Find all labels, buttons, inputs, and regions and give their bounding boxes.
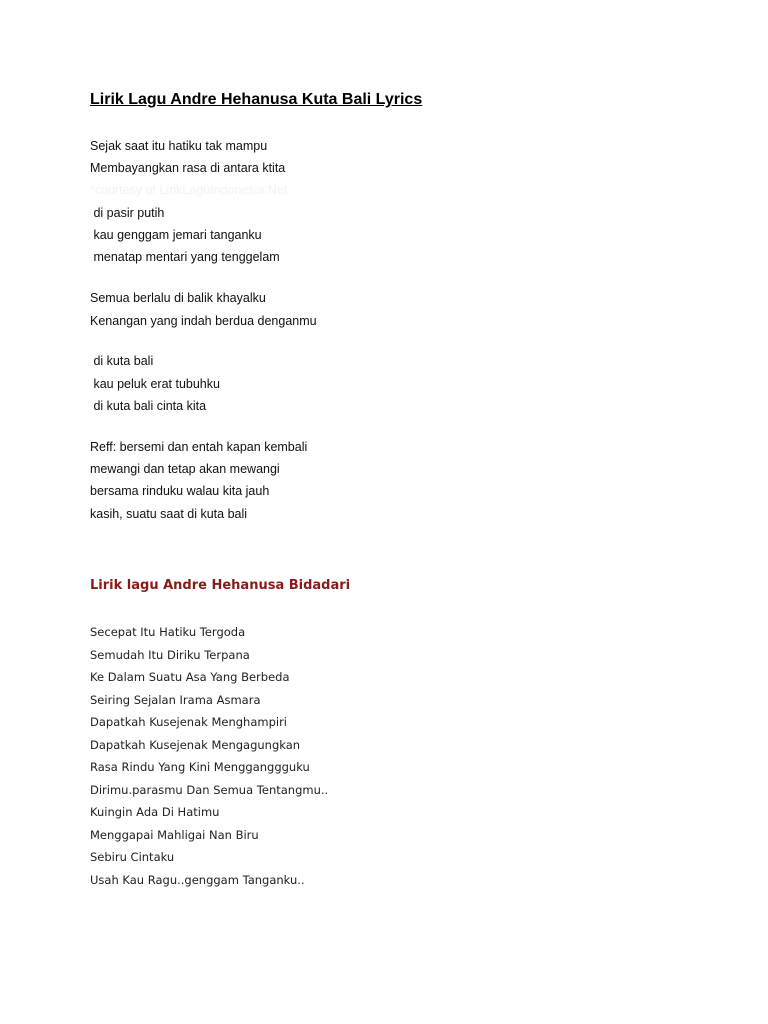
lyric-line: kasih, suatu saat di kuta bali [90,507,248,521]
lyric-line: Dapatkah Kusejenak Menghampiri [90,715,287,729]
lyric-line: Membayangkan rasa di antara ktita [90,161,286,175]
lyric-line: Rasa Rindu Yang Kini Mengganggguku [90,760,310,774]
lyric-line: Menggapai Mahligai Nan Biru [90,828,259,842]
lyric-line: di kuta bali cinta kita [90,399,207,413]
lyric-line: Dirimu.parasmu Dan Semua Tentangmu.. [90,783,329,797]
lyric-line: Kenangan yang indah berdua denganmu [90,314,317,328]
lyric-line: bersama rinduku walau kita jauh [90,484,270,498]
lyric-line: Sebiru Cintaku [90,850,175,864]
lyric-line: Semudah Itu Diriku Terpana [90,648,250,662]
section-subtitle: Lirik lagu Andre Hehanusa Bidadari [90,578,351,593]
lyric-line: di pasir putih [90,206,165,220]
lyric-line: Sejak saat itu hatiku tak mampu [90,139,268,153]
lyric-line: di kuta bali [90,354,154,368]
page-title: Lirik Lagu Andre Hehanusa Kuta Bali Lyrics [90,91,423,108]
lyric-line: Dapatkah Kusejenak Mengagungkan [90,738,301,752]
lyric-line: Kuingin Ada Di Hatimu [90,805,220,819]
lyric-line: Reff: bersemi dan entah kapan kembali [90,440,308,454]
lyric-line: kau genggam jemari tanganku [90,228,262,242]
lyric-line: menatap mentari yang tenggelam [90,250,280,264]
lyric-line: Seiring Sejalan Irama Asmara [90,693,261,707]
watermark-text: *courtesy of LirikLaguIndonesia.Net [90,183,288,197]
lyric-line: Usah Kau Ragu..genggam Tanganku.. [90,873,305,887]
lyric-line: Ke Dalam Suatu Asa Yang Berbeda [90,670,290,684]
lyric-line: Secepat Itu Hatiku Tergoda [90,625,246,639]
lyric-line: mewangi dan tetap akan mewangi [90,462,280,476]
lyric-line: Semua berlalu di balik khayalku [90,291,266,305]
lyric-line: kau peluk erat tubuhku [90,377,220,391]
